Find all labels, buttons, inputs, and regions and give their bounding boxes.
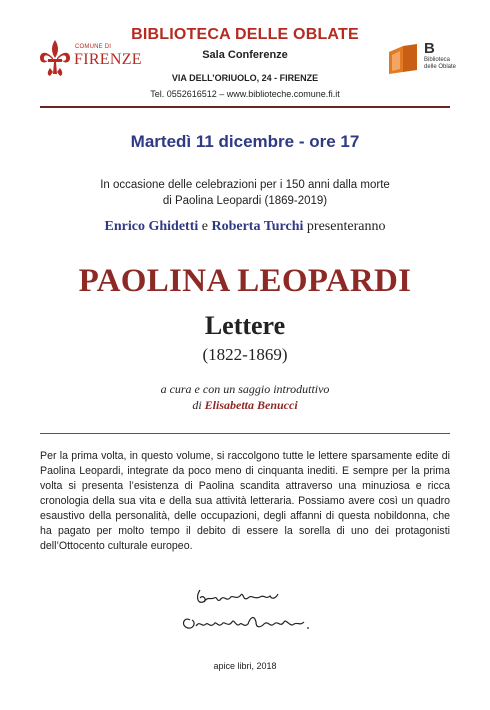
oblate-logo-line1: Biblioteca bbox=[424, 57, 451, 63]
header-divider bbox=[40, 106, 450, 108]
event-date: Martedì 11 dicembre - ore 17 bbox=[130, 132, 360, 151]
oblate-logo-line2: delle Oblate bbox=[424, 64, 457, 70]
publisher-credit: apice libri, 2018 bbox=[213, 661, 277, 671]
presenters-line bbox=[0, 219, 490, 235]
firenze-label: FIRENZE bbox=[74, 51, 142, 68]
venue-name: Sala Conferenze bbox=[202, 49, 288, 61]
signature-icon bbox=[170, 582, 320, 642]
book-description: Per la prima volta, in questo volume, si raccolgono tutte le lettere sparsamente edite di Paolina Leopardi, integrate da poco meno di cinquanta inediti. E sempre per la prima volta si presenta l’esistenza di Paolina scandita attraverso una minuziosa e ricca cronologia della sua vita e della sua attività letteraria. Possiamo avere così un quadro esaustivo della personalità, delle occupazioni, degli affanni di questa nobildonna, che ha pagato per molto tempo il debito di essere la sorella di uno dei protagonisti dell’Ottocento culturale europeo. bbox=[40, 450, 450, 552]
comune-di-label: COMUNE DI bbox=[75, 44, 112, 50]
content-divider bbox=[40, 433, 450, 434]
oblate-logo-letter: B bbox=[424, 40, 435, 57]
presenter-verb: presenteranno bbox=[306, 219, 386, 234]
curator-line-2 bbox=[0, 398, 490, 413]
occasion-line-1: In occasione delle celebrazioni per i 150 anni dalla morte bbox=[100, 179, 390, 191]
curator-name: Elisabetta Benucci bbox=[204, 398, 298, 412]
presenter-conjunction: e bbox=[201, 219, 208, 234]
library-title: BIBLIOTECA DELLE OBLATE bbox=[131, 26, 359, 43]
library-contacts: Tel. 0552616512 – www.biblioteche.comune.fi.it bbox=[150, 89, 340, 99]
occasion-line-2: di Paolina Leopardi (1869-2019) bbox=[162, 195, 328, 207]
library-address: VIA DELL’ORIUOLO, 24 - FIRENZE bbox=[171, 73, 319, 83]
book-title: PAOLINA LEOPARDI bbox=[78, 263, 412, 299]
curator-prefix: di bbox=[192, 398, 202, 412]
curator-line-1: a cura e con un saggio introduttivo bbox=[160, 382, 330, 396]
presenter-1: Enrico Ghidetti bbox=[104, 219, 199, 234]
event-occasion bbox=[0, 177, 490, 209]
presenter-2: Roberta Turchi bbox=[211, 219, 304, 234]
book-subtitle: Lettere bbox=[204, 311, 286, 340]
book-years: (1822-1869) bbox=[202, 345, 288, 364]
handwritten-signature bbox=[170, 582, 320, 642]
